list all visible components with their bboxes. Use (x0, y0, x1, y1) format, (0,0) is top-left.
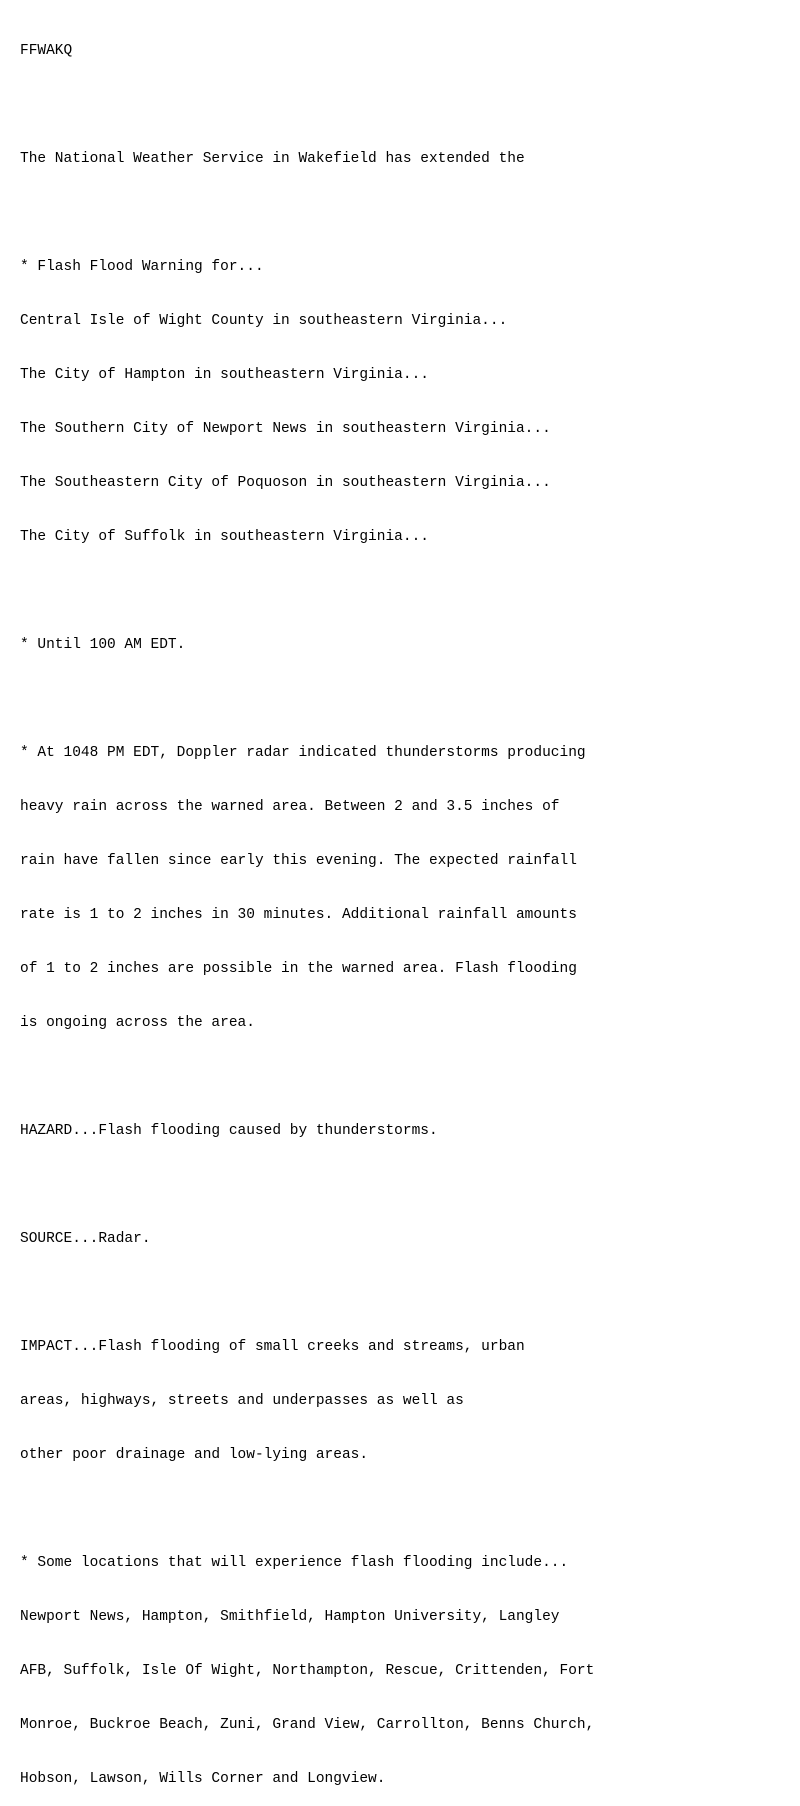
warned-area: The Southern City of Newport News in southeastern Virginia... (20, 421, 551, 437)
locations-line: Monroe, Buckroe Beach, Zuni, Grand View, Carrollton, Benns Church, (20, 1717, 595, 1733)
warning-header: * Flash Flood Warning for... (20, 259, 264, 275)
blank-line (20, 1068, 594, 1086)
product-id: FFWAKQ (20, 43, 73, 59)
until-time: * Until 100 AM EDT. (20, 637, 186, 653)
radar-paragraph-line: of 1 to 2 inches are possible in the warned area. Flash flooding (20, 961, 577, 977)
warned-area: Central Isle of Wight County in southeastern Virginia... (20, 313, 508, 329)
blank-line (20, 1284, 594, 1302)
locations-line: Hobson, Lawson, Wills Corner and Longview. (20, 1771, 386, 1787)
blank-line (20, 690, 594, 708)
radar-paragraph-line: * At 1048 PM EDT, Doppler radar indicated thunderstorms producing (20, 745, 586, 761)
impact-line: IMPACT...Flash flooding of small creeks and streams, urban (20, 1339, 525, 1355)
locations-line: * Some locations that will experience flash flooding include... (20, 1555, 569, 1571)
radar-paragraph-line: is ongoing across the area. (20, 1015, 255, 1031)
impact-line: areas, highways, streets and underpasses as well as (20, 1393, 464, 1409)
intro-text: The National Weather Service in Wakefield has extended the (20, 151, 525, 167)
blank-line (20, 204, 594, 222)
warned-area: The City of Suffolk in southeastern Virginia... (20, 529, 429, 545)
locations-line: Newport News, Hampton, Smithfield, Hampton University, Langley (20, 1609, 560, 1625)
warned-area: The Southeastern City of Poquoson in southeastern Virginia... (20, 475, 551, 491)
radar-paragraph-line: rain have fallen since early this evening. The expected rainfall (20, 853, 577, 869)
blank-line (20, 1500, 594, 1518)
warned-area: The City of Hampton in southeastern Virginia... (20, 367, 429, 383)
radar-paragraph-line: heavy rain across the warned area. Between 2 and 3.5 inches of (20, 799, 560, 815)
source-text: SOURCE...Radar. (20, 1231, 151, 1247)
radar-paragraph-line: rate is 1 to 2 inches in 30 minutes. Additional rainfall amounts (20, 907, 577, 923)
warning-document (20, 6, 594, 1806)
impact-line: other poor drainage and low-lying areas. (20, 1447, 369, 1463)
locations-line: AFB, Suffolk, Isle Of Wight, Northampton, Rescue, Crittenden, Fort (20, 1663, 595, 1679)
blank-line (20, 1176, 594, 1194)
blank-line (20, 96, 594, 114)
blank-line (20, 582, 594, 600)
hazard-text: HAZARD...Flash flooding caused by thunderstorms. (20, 1123, 438, 1139)
